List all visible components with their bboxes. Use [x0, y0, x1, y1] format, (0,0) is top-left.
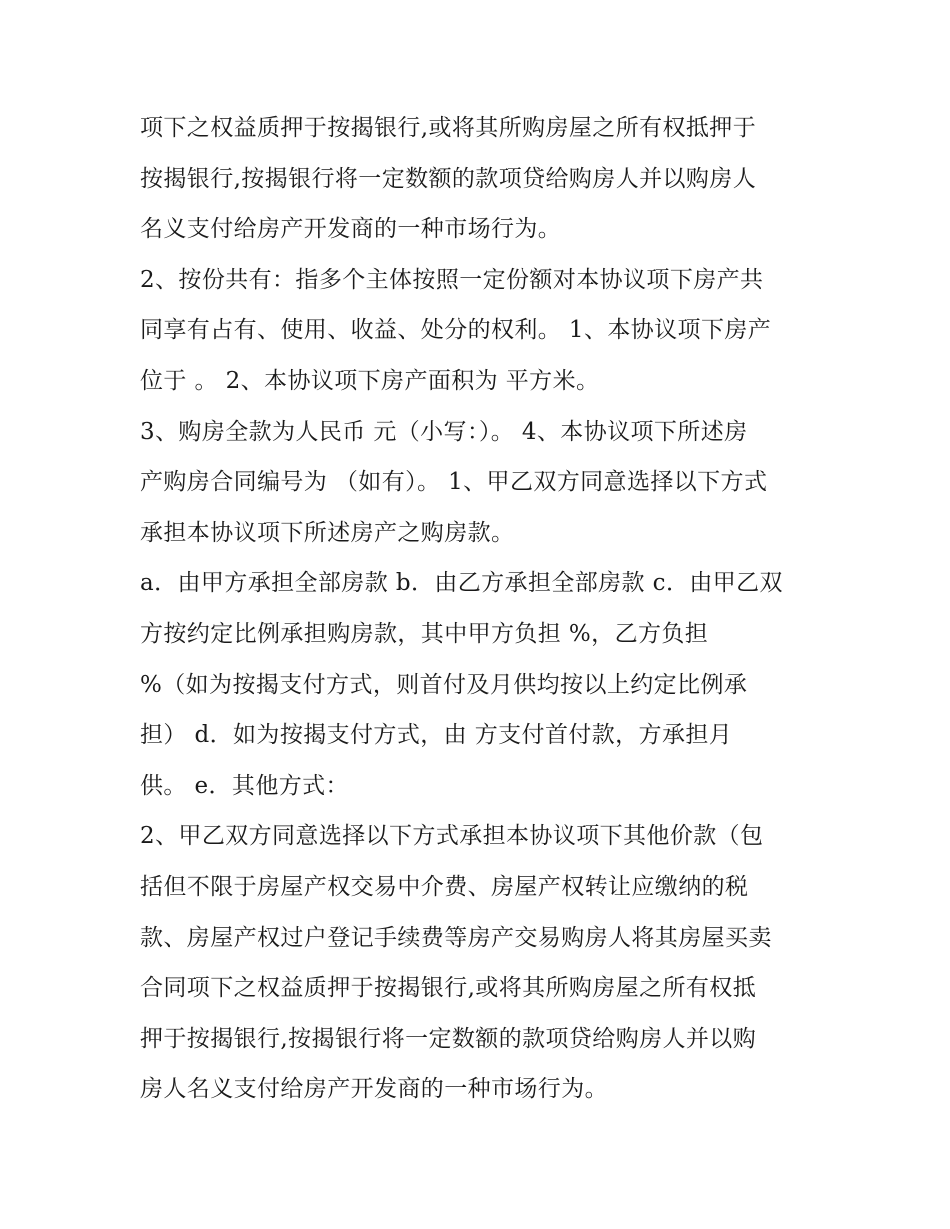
text-line: 按揭银行,按揭银行将一定数额的款项贷给购房人并以购房人: [140, 165, 757, 192]
text-line: 项下之权益质押于按揭银行,或将其所购房屋之所有权抵押于: [140, 115, 757, 141]
text-line: 位于 。 2、本协议项下房产面积为 平方米。: [140, 367, 600, 394]
text-line: 房人名义支付给房产开发商的一种市场行为。: [140, 1076, 608, 1103]
text-line: 方按约定比例承担购房款，其中甲方负担 %，乙方负担: [140, 620, 709, 647]
text-line: 2、甲乙双方同意选择以下方式承担本协议项下其他价款（包: [140, 823, 764, 850]
text-line: %（如为按揭支付方式，则首付及月供均按以上约定比例承: [140, 671, 748, 698]
text-line: 款、房屋产权过户登记手续费等房产交易购房人将其房屋买卖: [140, 924, 772, 951]
text-line: 担） d．如为按揭支付方式，由 方支付首付款，方承担月: [140, 722, 733, 749]
text-line: 同享有占有、使用、收益、处分的权利。 1、本协议项下房产: [140, 317, 772, 344]
text-line: 承担本协议项下所述房产之购房款。: [140, 519, 515, 546]
text-line: 括但不限于房屋产权交易中介费、房屋产权转让应缴纳的税: [140, 873, 749, 900]
text-line: 供。 e．其他方式：: [140, 772, 349, 799]
text-line: 押于按揭银行,按揭银行将一定数额的款项贷给购房人并以购: [140, 1025, 757, 1052]
text-line: 合同项下之权益质押于按揭银行,或将其所购房屋之所有权抵: [140, 975, 757, 1002]
text-line: 2、按份共有：指多个主体按照一定份额对本协议项下房产共: [140, 266, 764, 293]
document-body: [140, 103, 830, 1115]
text-line: 3、购房全款为人民币 元（小写：）。 4、本协议项下所述房: [140, 418, 748, 445]
text-line: 产购房合同编号为 （如有）。 1、甲乙双方同意选择以下方式: [140, 469, 768, 496]
text-line: a．由甲方承担全部房款 b．由乙方承担全部房款 c．由甲乙双: [140, 570, 783, 597]
text-line: 名义支付给房产开发商的一种市场行为。: [140, 216, 562, 243]
